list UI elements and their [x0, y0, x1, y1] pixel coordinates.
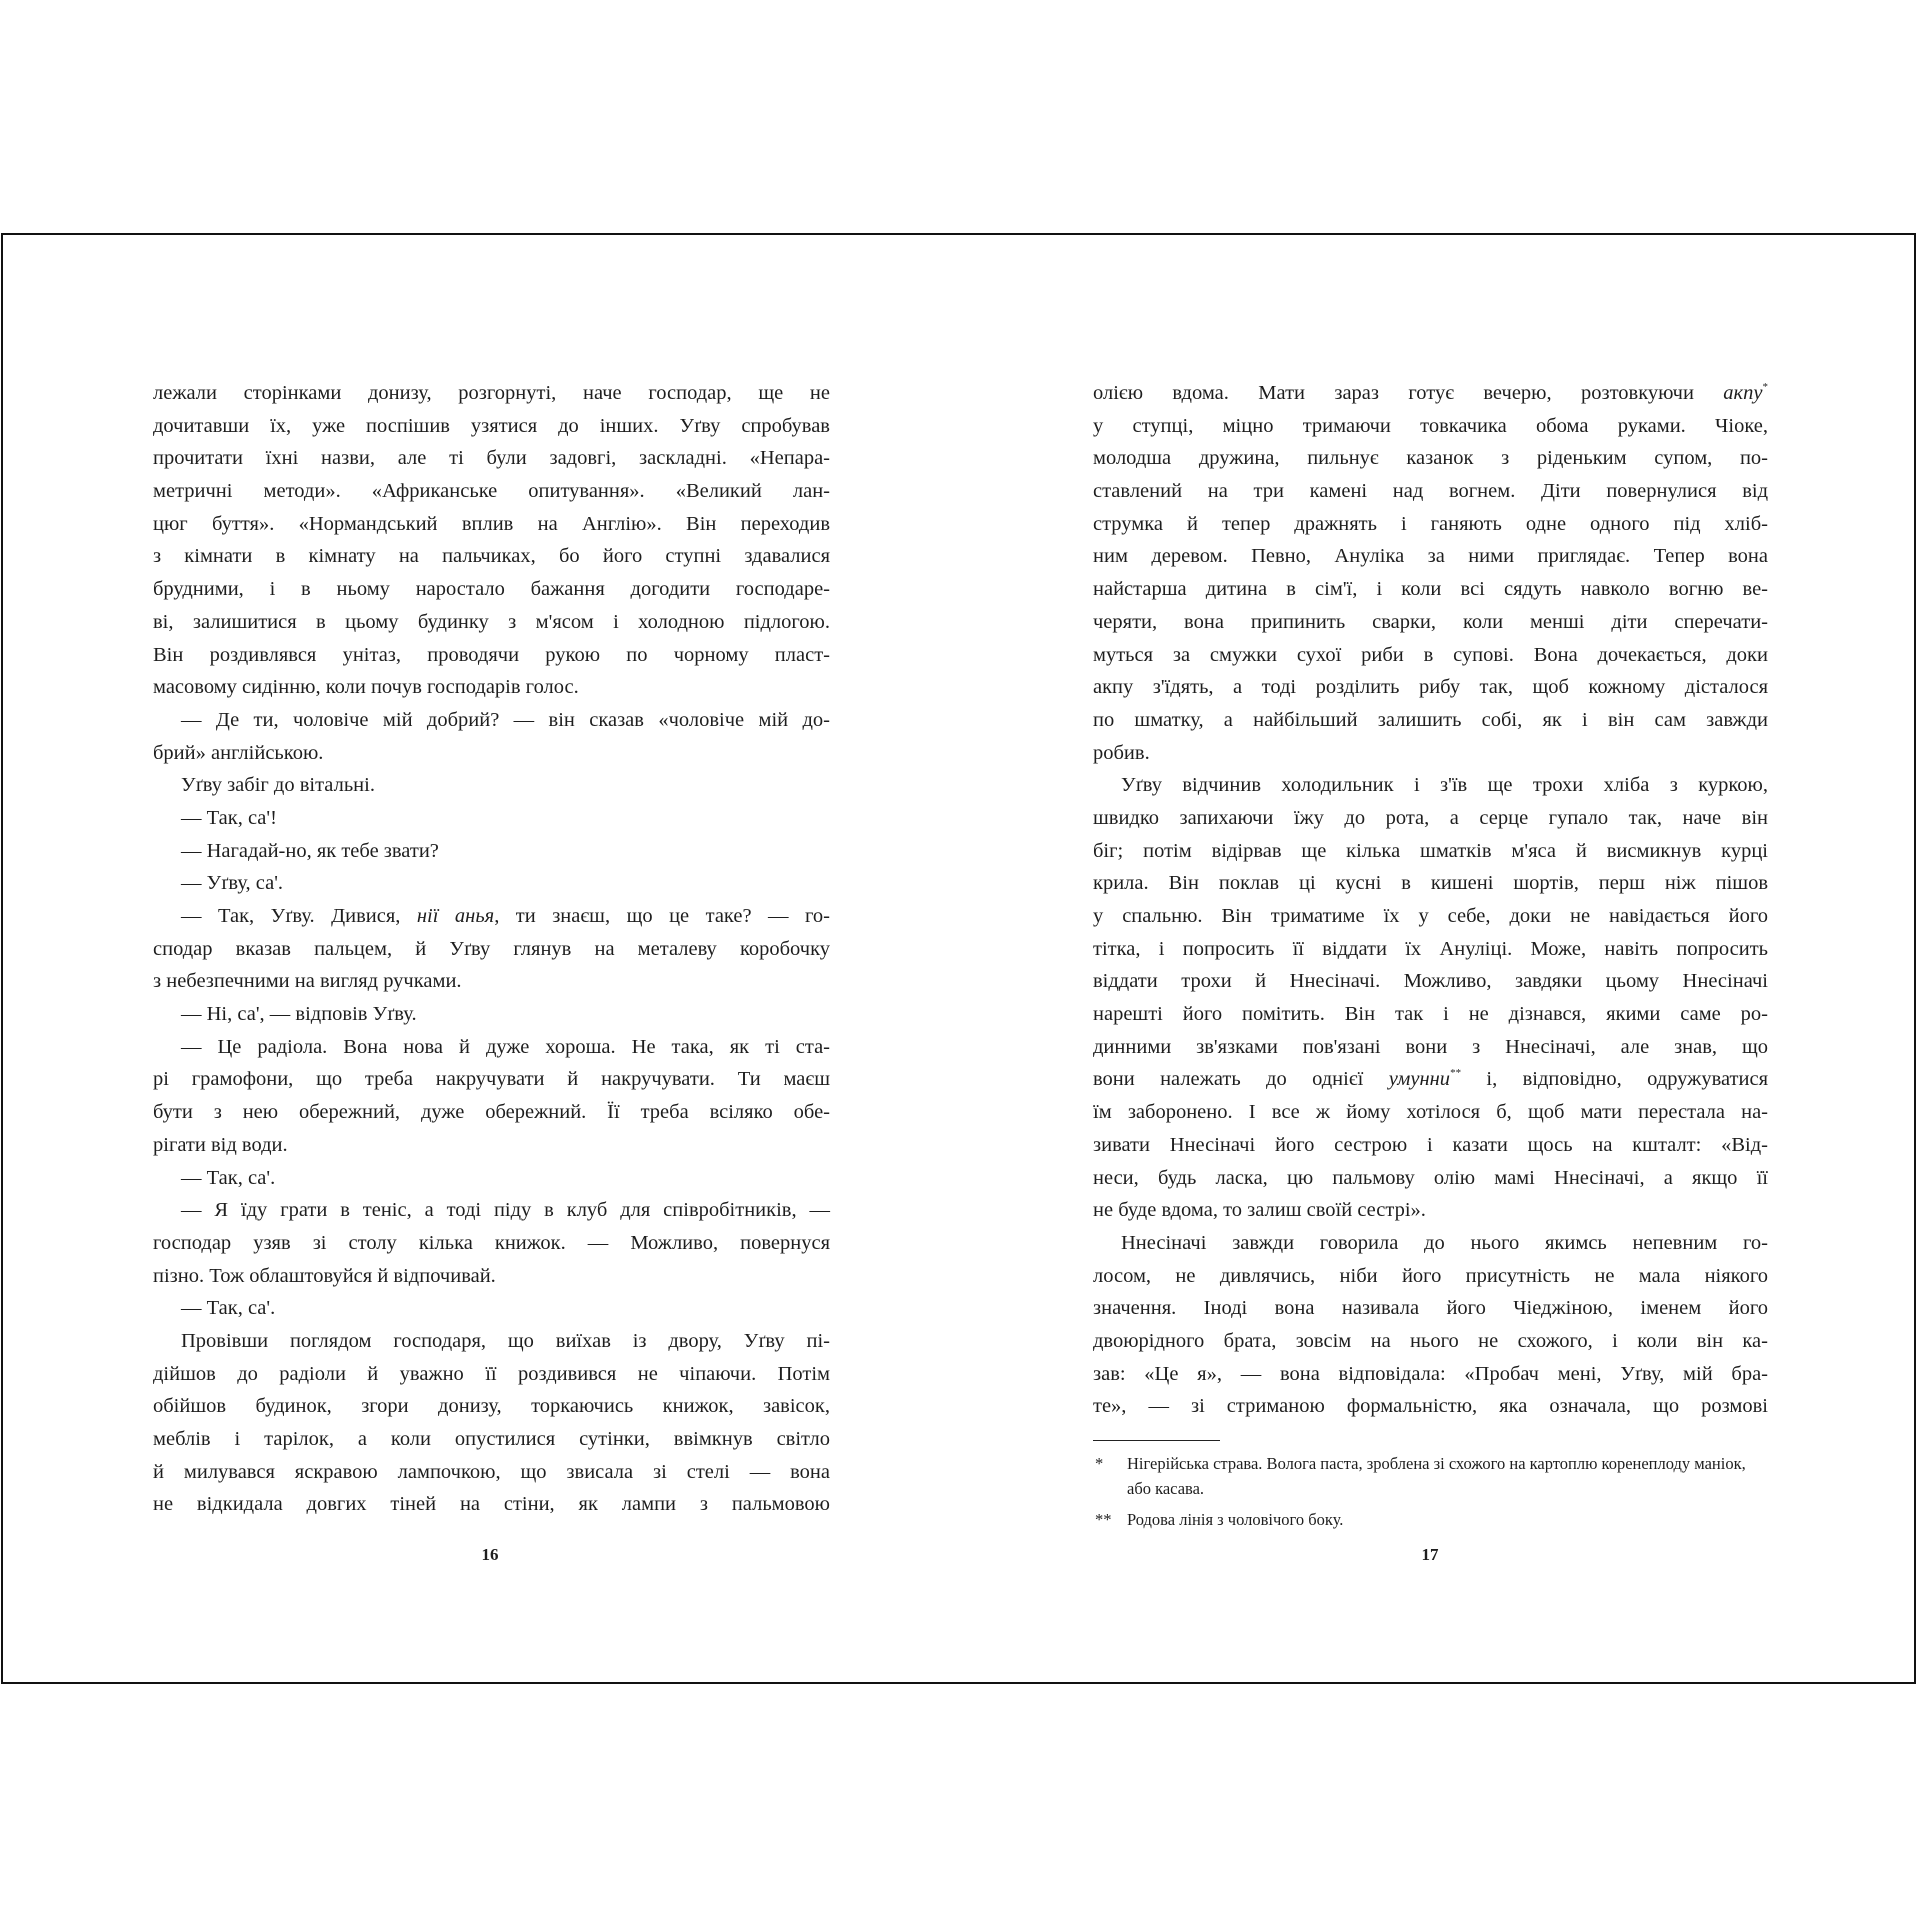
text-segment: олією вдома. Мати зараз готує вечерю, розтовкуючи: [1093, 382, 1724, 404]
footnotes: [1093, 1451, 1768, 1532]
text-line: — Де ти, чоловіче мій добрий? — він сказав «чоловіче мій до-: [181, 708, 830, 731]
text-line: й милувався яскравою лампочкою, що звисала зі стелі — вона: [153, 1460, 830, 1483]
text-line: біг; потім відірвав ще кілька шматків м'яса й висмикнув курці: [1093, 839, 1768, 862]
text-segment: — Так, Уґву. Дивися,: [181, 905, 417, 927]
page-number-right: 17: [1421, 1545, 1439, 1564]
text-line: прочитати їхні назви, але ті були задовгі, заскладні. «Непара-: [153, 447, 830, 470]
text-line: крила. Він поклав ці кусні в кишені шортів, перш ніж пішов: [1093, 872, 1768, 895]
text-line: молодша дружина, пильнує казанок з ріденьким супом, по-: [1093, 447, 1768, 470]
text-line: меблів і тарілок, а коли опустилися сутінки, ввімкнув світло: [153, 1428, 830, 1450]
footnote-text: Нігерійська страва. Волога паста, зроблена зі схожого на картоплю коренеплоду маніок, або касава.: [1127, 1454, 1746, 1498]
text-line: [1093, 377, 1768, 410]
text-line: брудними, і в ньому наростало бажання догодити господаре-: [153, 578, 830, 601]
footnote-text: Родова лінія з чоловічого боку.: [1127, 1510, 1344, 1529]
text-line: у ступці, міцно тримаючи товкачика обома руками. Чіоке,: [1093, 414, 1768, 437]
text-line: Ннесіначі завжди говорила до нього якимсь непевним го-: [1121, 1231, 1768, 1254]
text-line: муться за смужки сухої риби в супові. Вона дочекається, доки: [1093, 643, 1768, 666]
text-line: рігати від води.: [153, 1133, 288, 1156]
text-segment: вони належать до однієї: [1093, 1068, 1389, 1091]
text-line: лежали сторінками донизу, розгорнуті, наче господар, ще не: [153, 382, 830, 404]
text-line: віддати трохи й Ннесіначі. Можливо, завдяки цьому Ннесіначі: [1093, 970, 1768, 993]
text-line: те», — зі стриманою формальністю, яка означала, що розмові: [1093, 1395, 1768, 1418]
text-line: дочитавши їх, уже поспішив узятися до інших. Уґву спробував: [153, 414, 830, 437]
text-segment: , ти знаєш, що це таке? — го-: [494, 905, 831, 927]
right-page-body: [1093, 377, 1768, 1423]
text-line: цюг буття». «Нормандський вплив на Англію». Він переходив: [153, 512, 830, 535]
text-line: їм заборонено. І все ж йому хотілося б, щоб мати перестала на-: [1093, 1101, 1768, 1124]
text-line: Він роздивлявся унітаз, проводячи рукою по чорному пласт-: [153, 643, 830, 666]
text-line: — Так, са'.: [181, 1297, 276, 1320]
text-line: ві, залишитися в цьому будинку з м'ясом і холодною підлогою.: [153, 610, 830, 633]
left-page-body: [153, 377, 830, 1521]
text-line: по шматку, а найбільший залишить собі, як і він сам завжди: [1093, 708, 1768, 731]
text-line: господар узяв зі столу кілька книжок. — Можливо, повернуся: [153, 1231, 830, 1254]
text-line: бути з нею обережний, дуже обережний. Її треба всіляко обе-: [153, 1101, 830, 1124]
text-line: — Ні, са', — відповів Уґву.: [181, 1003, 417, 1026]
text-line: масовому сидінню, коли почув господарів голос.: [153, 676, 579, 699]
text-line: зивати Ннесіначі його сестрою і казати щось на кшталт: «Від-: [1093, 1133, 1768, 1156]
text-line: — Це радіола. Вона нова й дуже хороша. Не така, як ті ста-: [181, 1035, 830, 1058]
text-line: обійшов будинок, згори донизу, торкаючись книжок, завісок,: [153, 1395, 830, 1418]
text-line: значення. Іноді вона називала його Чіеджіною, іменем його: [1093, 1297, 1768, 1320]
text-line: брий» англійською.: [153, 741, 324, 764]
text-line: дійшов до радіоли й уважно її роздивився не чіпаючи. Потім: [153, 1362, 830, 1385]
text-line: Уґву забіг до вітальні.: [181, 774, 375, 797]
text-line: акпу з'їдять, а тоді розділить рибу так, щоб кожному дісталося: [1093, 676, 1768, 699]
footnote-marker: **: [1095, 1510, 1112, 1529]
text-line: черяти, вона припинить сварки, коли менші діти сперечати-: [1093, 610, 1768, 633]
text-line: з кімнати в кімнату на пальчиках, бо його ступні здавалися: [153, 545, 830, 568]
footnote: [1093, 1451, 1768, 1501]
footnote: [1093, 1507, 1768, 1532]
text-line: — Уґву, са'.: [181, 872, 284, 895]
text-line: — Я їду грати в теніс, а тоді піду в клуб для співробітників, —: [181, 1199, 830, 1222]
text-line: ставлений на три камені над вогнем. Діти повернулися від: [1093, 480, 1768, 503]
text-line: швидко запихаючи їжу до рота, а серце гупало так, наче він: [1093, 806, 1768, 829]
text-line: ним деревом. Певно, Ануліка за ними приглядає. Тепер вона: [1093, 545, 1768, 568]
text-line: — Нагадай-но, як тебе звати?: [181, 839, 439, 862]
text-line: сподар вказав пальцем, й Уґву глянув на металеву коробочку: [153, 937, 830, 960]
text-line: [1093, 1063, 1768, 1096]
text-line: динними зв'язками пов'язані вони з Ннесіначі, але знав, що: [1093, 1035, 1768, 1058]
text-line: зав: «Це я», — вона відповідала: «Пробач мені, Уґву, мій бра-: [1093, 1362, 1768, 1385]
text-line: струмка й тепер дражнять і ганяють одне одного під хліб-: [1093, 512, 1768, 535]
text-line: пізно. Тож облаштовуйся й відпочивай.: [153, 1264, 496, 1287]
footnote-reference: **: [1450, 1067, 1462, 1080]
text-line: неси, будь ласка, цю пальмову олію мамі Ннесіначі, а якщо її: [1093, 1166, 1768, 1189]
text-line: двоюрідного брата, зовсім на нього не схожого, і коли він ка-: [1093, 1329, 1768, 1352]
text-line: Уґву відчинив холодильник і з'їв ще трохи хліба з куркою,: [1121, 774, 1768, 797]
footnote-reference: *: [1762, 381, 1768, 393]
text-line: рі грамофони, що треба накручувати й накручувати. Ти маєш: [153, 1068, 830, 1091]
text-line: не відкидала довгих тіней на стіни, як лампи з пальмовою: [153, 1493, 830, 1516]
text-line: — Так, са'!: [181, 806, 277, 829]
text-segment: і, відповідно, одружуватися: [1461, 1068, 1769, 1091]
footnote-marker: *: [1095, 1454, 1104, 1473]
text-line: найстарша дитина в сім'ї, і коли всі сядуть навколо вогню ве-: [1093, 578, 1768, 601]
text-line: — Так, са'.: [181, 1166, 276, 1189]
text-line: з небезпечними на вигляд ручками.: [153, 970, 462, 993]
italic-term: акпу: [1723, 382, 1763, 404]
italic-term: умунни: [1388, 1068, 1451, 1091]
footnote-divider: [1093, 1440, 1220, 1441]
italic-term: нії анья: [416, 905, 495, 927]
text-line: Провівши поглядом господаря, що виїхав із двору, Уґву пі-: [181, 1329, 830, 1352]
text-line: [153, 900, 830, 933]
text-line: метричні методи». «Африканське опитування». «Великий лан-: [153, 480, 830, 503]
text-line: нарешті його помітить. Він так і не дізнався, якими саме ро-: [1093, 1003, 1768, 1026]
text-line: тітка, і попросить її віддати їх Ануліці. Може, навіть попросить: [1093, 937, 1768, 960]
text-line: лосом, не дивлячись, ніби його присутність не мала ніякого: [1093, 1264, 1768, 1287]
text-line: робив.: [1093, 741, 1150, 764]
page-number-left: 16: [481, 1545, 499, 1564]
text-line: у спальню. Він триматиме їх у себе, доки не навідається його: [1093, 905, 1768, 927]
text-line: не буде вдома, то залиш своїй сестрі».: [1093, 1199, 1426, 1222]
